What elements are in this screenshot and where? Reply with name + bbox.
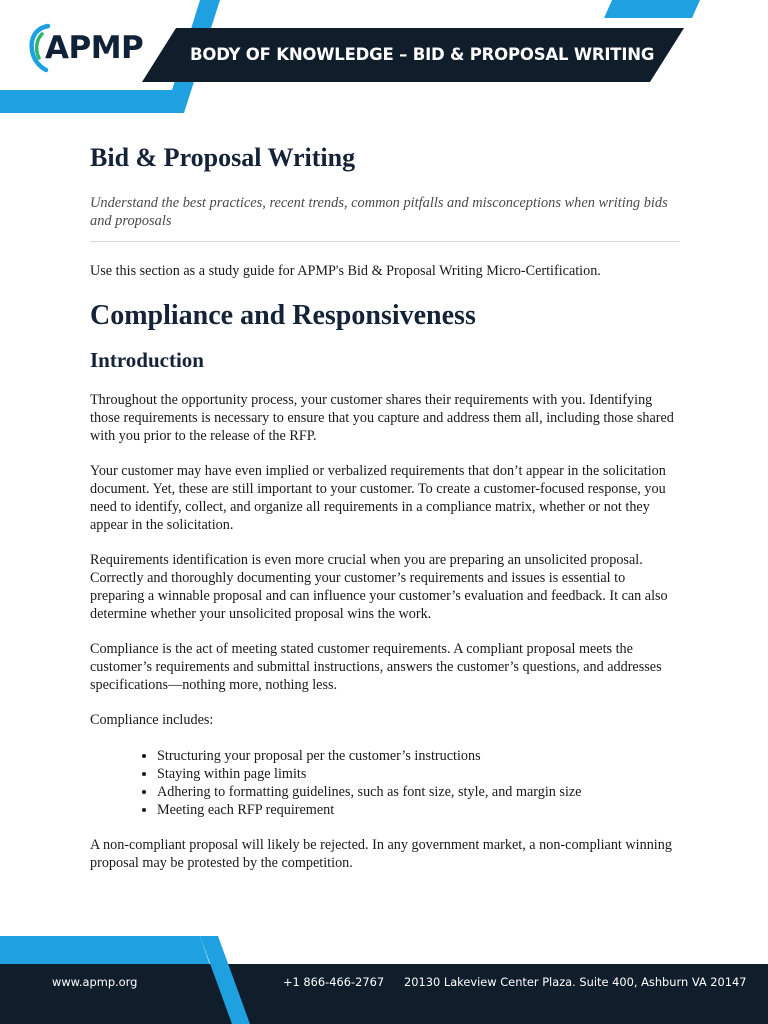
compliance-list <box>90 747 680 819</box>
footer-address: 20130 Lakeview Center Plaza. Suite 400, Ashburn VA 20147 <box>404 975 747 989</box>
apmp-logo <box>26 22 144 74</box>
footer-phone: +1 866-466-2767 <box>283 975 385 989</box>
study-guide-note: Use this section as a study guide for APMP's Bid & Proposal Writing Micro-Certification. <box>90 263 601 279</box>
footer-navy-band <box>0 964 768 1024</box>
header-accent-blue-top <box>604 0 700 18</box>
section-heading: Compliance and Responsiveness <box>90 300 476 331</box>
list-item: • Adhering to formatting guidelines, such as font size, style, and margin size <box>157 783 680 801</box>
list-item: • Structuring your proposal per the customer’s instructions <box>157 747 680 765</box>
paragraph: Compliance is the act of meeting stated customer requirements. A compliant proposal meets the customer’s requirements and submittal instructions, answers the customer’s questions, and addresses specifications—nothing more, nothing less. <box>90 641 662 693</box>
paragraph: Compliance includes: <box>90 712 214 728</box>
document-title: Bid & Proposal Writing <box>90 143 356 172</box>
document-body <box>90 140 680 872</box>
closing-paragraph: A non-compliant proposal will likely be rejected. In any government market, a non-compliant winning proposal may be protested by the competition. <box>90 837 672 871</box>
banner-title: BODY OF KNOWLEDGE – BID & PROPOSAL WRITING <box>190 45 655 64</box>
list-item: • Meeting each RFP requirement <box>157 801 680 819</box>
paragraph: Requirements identification is even more crucial when you are preparing an unsolicited proposal. Correctly and thoroughly documenting your customer’s requirements and issues is essential to preparing a winnable proposal and can influence your customer’s evaluation and feedback. It can also determine whether your unsolicited proposal wins the work. <box>90 552 668 622</box>
document-subtitle: Understand the best practices, recent trends, common pitfalls and misconceptions when writing bids and proposals <box>90 195 668 229</box>
list-item: • Staying within page limits <box>157 765 680 783</box>
footer-website-link[interactable]: www.apmp.org <box>52 975 138 989</box>
apmp-logo-text: APMP <box>45 30 144 66</box>
subsection-heading: Introduction <box>90 348 204 372</box>
paragraph: Throughout the opportunity process, your customer shares their requirements with you. Identifying those requirements is necessary to ensure that you capture and address them all, including those shared with you prior to the release of the RFP. <box>90 392 674 444</box>
divider <box>90 241 680 242</box>
paragraph: Your customer may have even implied or verbalized requirements that don’t appear in the solicitation document. Yet, these are still important to your customer. To create a customer-focused response, you need to identify, collect, and organize all requirements in a compliance matrix, whether or not they appear in the solicitation. <box>90 463 666 533</box>
